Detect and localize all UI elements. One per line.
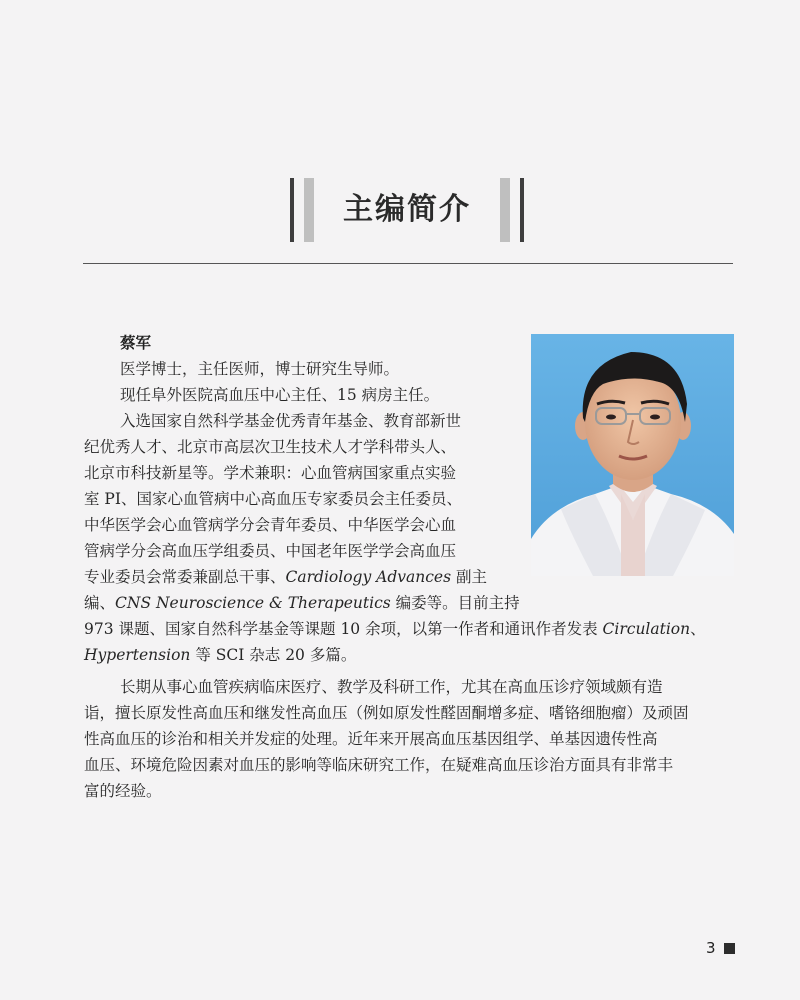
text-line: 入选国家自然科学基金优秀青年基金、教育部新世 (120, 412, 462, 430)
bio-degree: 医学博士，主任医师，博士研究生导师。 (120, 360, 400, 378)
section-title: 主编简介 (343, 192, 471, 227)
header-bar-right-inner (500, 178, 510, 242)
text-segment: 973 课题、国家自然科学基金等课题 10 余项，以第一作者和通讯作者发表 (84, 620, 603, 638)
text-line: 管病学分会高血压学组委员、中国老年医学学会高血压 (84, 542, 457, 560)
text-line (84, 590, 706, 616)
text-line (84, 642, 706, 668)
bio-clinical-paragraph (84, 674, 689, 804)
journal-name: CNS Neuroscience & Therapeutics (115, 594, 391, 612)
bio-honors-paragraph (84, 408, 706, 668)
text-line: 北京市科技新星等。学术兼职：心血管病国家重点实验 (84, 464, 457, 482)
text-segment: 、 (690, 620, 706, 638)
author-name: 蔡军 (120, 334, 152, 352)
text-line: 富的经验。 (84, 782, 162, 800)
text-line (84, 564, 706, 590)
header-bar-left-outer (290, 178, 294, 242)
text-segment: 副主 (451, 568, 487, 586)
text-segment: 等 SCI 杂志 20 多篇。 (190, 646, 357, 664)
header-rule (83, 263, 733, 264)
text-line: 中华医学会心血管病学分会青年委员、中华医学会心血 (84, 516, 457, 534)
section-header (290, 178, 524, 242)
text-line: 诣，擅长原发性高血压和继发性高血压（例如原发性醛固酮增多症、嗜铬细胞瘤）及顽固 (84, 704, 689, 722)
text-segment: 专业委员会常委兼副总干事、 (84, 568, 286, 586)
page-marker-square (724, 943, 735, 954)
bio-position: 现任阜外医院高血压中心主任、15 病房主任。 (120, 386, 440, 404)
text-segment: 编委等。目前主持 (390, 594, 520, 612)
header-bar-right-outer (520, 178, 524, 242)
journal-name: Hypertension (84, 646, 191, 664)
text-line: 室 PI、国家心血管病中心高血压专家委员会主任委员、 (84, 490, 462, 508)
page-number: 3 (706, 939, 716, 957)
text-line: 性高血压的诊治和相关并发症的处理。近年来开展高血压基因组学、单基因遗传性高 (84, 730, 658, 748)
text-segment: 编、 (84, 594, 116, 612)
text-line: 血压、环境危险因素对血压的影响等临床研究工作，在疑难高血压诊治方面具有非常丰 (84, 756, 674, 774)
text-line (84, 616, 706, 642)
journal-name: Cardiology Advances (285, 568, 452, 586)
journal-name: Circulation (602, 620, 691, 638)
text-line: 长期从事心血管疾病临床医疗、教学及科研工作，尤其在高血压诊疗领域颇有造 (120, 678, 663, 696)
header-bar-left-inner (304, 178, 314, 242)
text-line: 纪优秀人才、北京市高层次卫生技术人才学科带头人、 (84, 438, 457, 456)
